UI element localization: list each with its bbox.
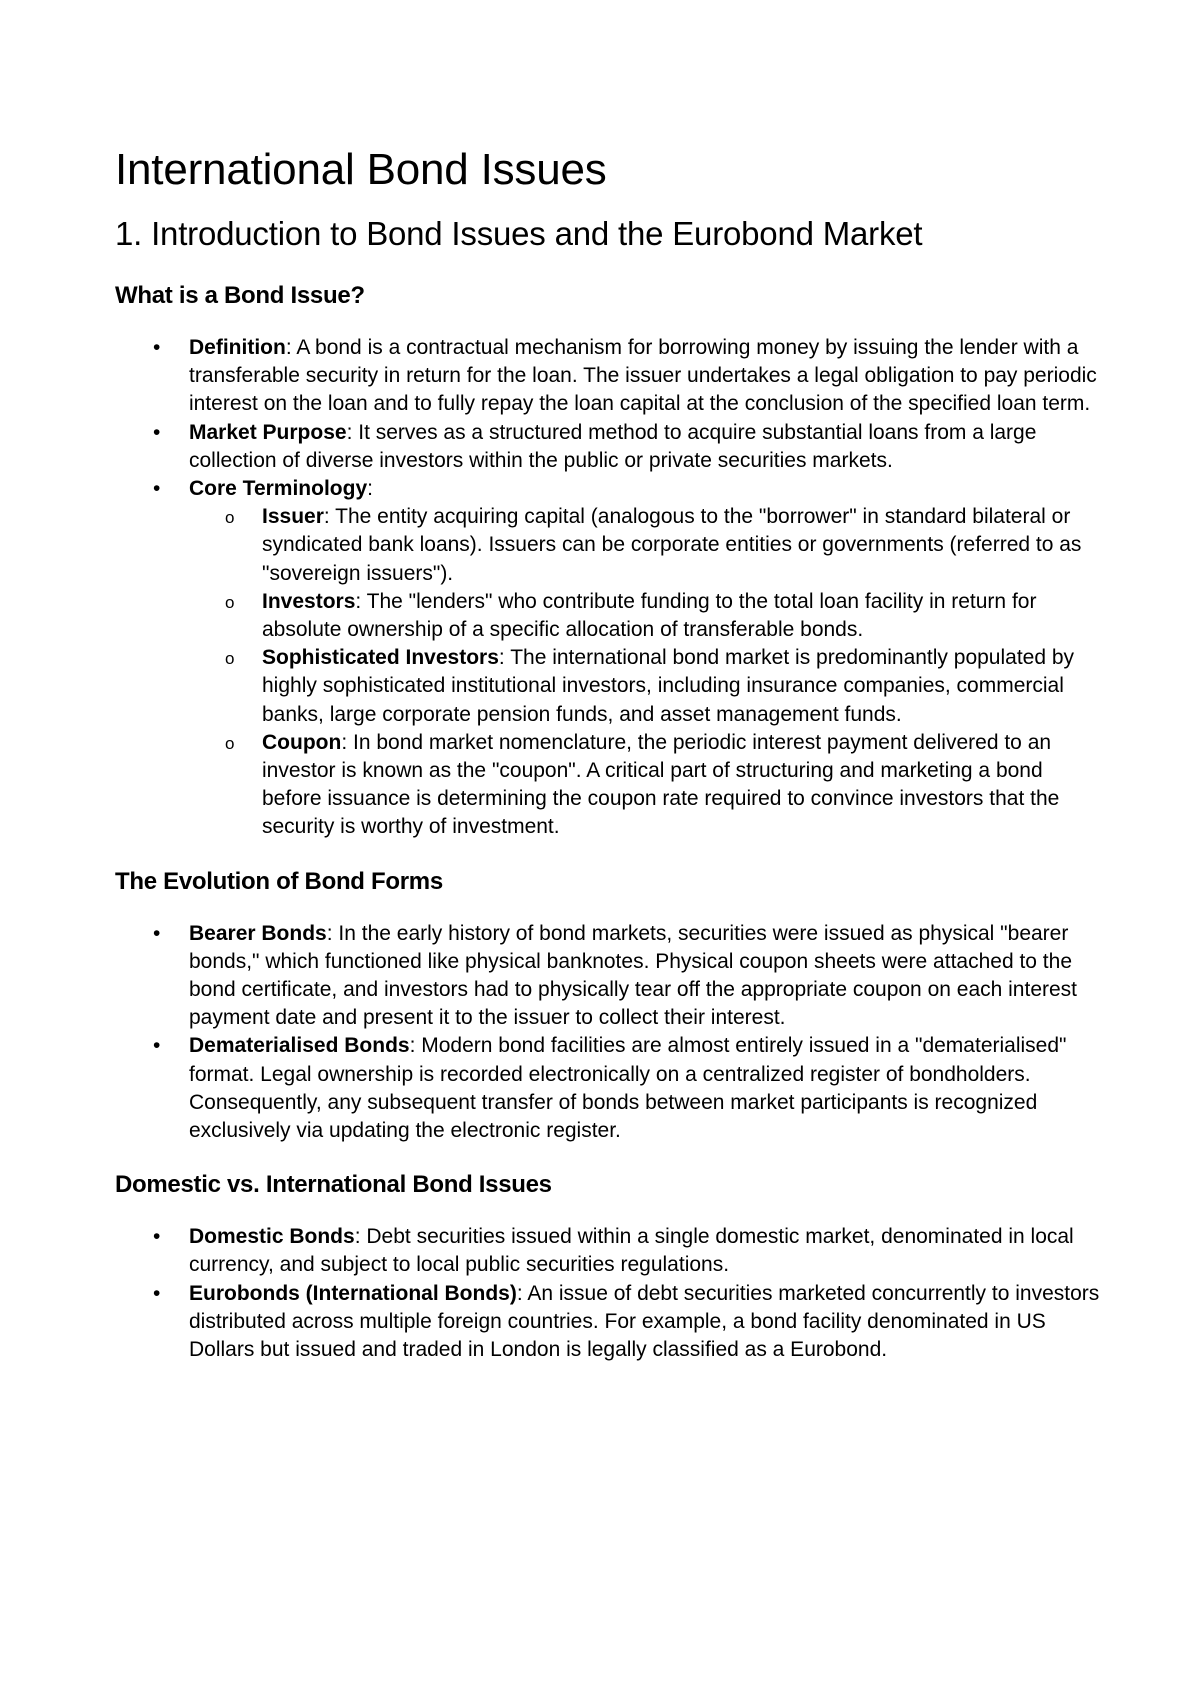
- sublist-item-coupon: [189, 729, 1105, 842]
- bullet: •: [153, 921, 161, 945]
- list-item-eurobonds: [115, 1280, 1105, 1365]
- text-bearer-bonds: : In the early history of bond markets, securities were issued as physical "bearer bonds," which functioned like physical banknotes. Physical coupon sheets were attached to the bond certificate, and investors had to physically tear off the appropriate coupon on each interest payment date and present it to the issuer to collect their interest.: [189, 921, 1077, 1030]
- subheading-evolution: The Evolution of Bond Forms: [115, 867, 443, 895]
- term-coupon: Coupon: [262, 730, 342, 754]
- bullet: •: [153, 1034, 161, 1058]
- domestic-vs-international-list: [115, 1223, 1105, 1364]
- sub-bullet: o: [225, 592, 235, 612]
- what-is-list: [115, 334, 1105, 842]
- bullet: •: [153, 420, 161, 444]
- bullet: •: [153, 1225, 161, 1249]
- sublist-item-investors: [189, 588, 1105, 644]
- section-heading: 1. Introduction to Bond Issues and the Eurobond Market: [115, 215, 923, 252]
- bullet: •: [153, 477, 161, 501]
- text-eurobonds: : An issue of debt securities marketed concurrently to investors distributed across multiple foreign countries. For example, a bond facility denominated in US Dollars but issued and traded in London is legally classified as a Eurobond.: [189, 1281, 1100, 1362]
- term-market-purpose: Market Purpose: [189, 420, 347, 444]
- list-item-domestic-bonds: [115, 1223, 1105, 1279]
- sub-bullet: o: [225, 733, 235, 753]
- term-domestic-bonds: Domestic Bonds: [189, 1225, 355, 1249]
- core-terminology-sublist: [189, 503, 1105, 841]
- list-item-market-purpose: [115, 419, 1105, 475]
- list-item-definition: [115, 334, 1105, 419]
- subheading-what-is: What is a Bond Issue?: [115, 282, 365, 309]
- text-core-terminology: :: [367, 477, 373, 501]
- term-bearer-bonds: Bearer Bonds: [189, 921, 327, 945]
- text-investors: : The "lenders" who contribute funding to the total loan facility in return for absolute ownership of a specific allocation of transferable bonds.: [262, 589, 1037, 642]
- sublist-item-issuer: [189, 503, 1105, 588]
- text-sophisticated-investors: : The international bond market is predominantly populated by highly sophisticated institutional investors, including insurance companies, commercial banks, large corporate pension funds, and asset management funds.: [262, 646, 1075, 726]
- list-item-core-terminology: [115, 475, 1105, 842]
- term-dematerialised-bonds: Dematerialised Bonds: [189, 1034, 410, 1058]
- text-market-purpose: : It serves as a structured method to acquire substantial loans from a large collection of diverse investors within the public or private securities markets.: [189, 420, 1037, 472]
- term-investors: Investors: [262, 589, 356, 613]
- term-issuer: Issuer: [262, 505, 324, 529]
- term-definition: Definition: [189, 336, 286, 359]
- bullet: •: [153, 336, 161, 359]
- evolution-list: [115, 920, 1105, 1146]
- text-coupon: : In bond market nomenclature, the periodic interest payment delivered to an investor is known as the "coupon". A critical part of structuring and marketing a bond before issuance is determining the coupon rate required to convince investors that the security is worthy of investment.: [262, 730, 1060, 839]
- list-item-bearer-bonds: [115, 920, 1105, 1033]
- text-dematerialised-bonds: : Modern bond facilities are almost entirely issued in a "dematerialised" format. Legal ownership is recorded electronically on a centralized register of bondholders. Consequently, any subsequent transfer of bonds between market participants is recognized exclusively via updating the electronic register.: [189, 1034, 1067, 1143]
- sub-bullet: o: [225, 649, 235, 669]
- term-eurobonds: Eurobonds (International Bonds): [189, 1281, 517, 1305]
- document-page: [115, 140, 1105, 1364]
- term-core-terminology: Core Terminology: [189, 477, 368, 501]
- bullet: •: [153, 1281, 161, 1305]
- list-item-dematerialised-bonds: [115, 1032, 1105, 1145]
- sublist-item-sophisticated-investors: [189, 644, 1105, 729]
- subheading-domestic-vs-international: Domestic vs. International Bond Issues: [115, 1171, 552, 1199]
- term-sophisticated-investors: Sophisticated Investors: [262, 646, 499, 670]
- text-issuer: : The entity acquiring capital (analogous to the "borrower" in standard bilateral or syndicated bank loans). Issuers can be corporate entities or governments (referred to as "sovereign issuers").: [262, 505, 1082, 585]
- sub-bullet: o: [225, 508, 235, 528]
- text-domestic-bonds: : Debt securities issued within a single domestic market, denominated in local currency, and subject to local public securities regulations.: [189, 1225, 1074, 1277]
- document-title: International Bond Issues: [115, 145, 607, 194]
- text-definition: : A bond is a contractual mechanism for borrowing money by issuing the lender with a transferable security in return for the loan. The issuer undertakes a legal obligation to pay periodic interest on the loan and to fully repay the loan capital at the conclusion of the specified loan term.: [189, 336, 1097, 416]
